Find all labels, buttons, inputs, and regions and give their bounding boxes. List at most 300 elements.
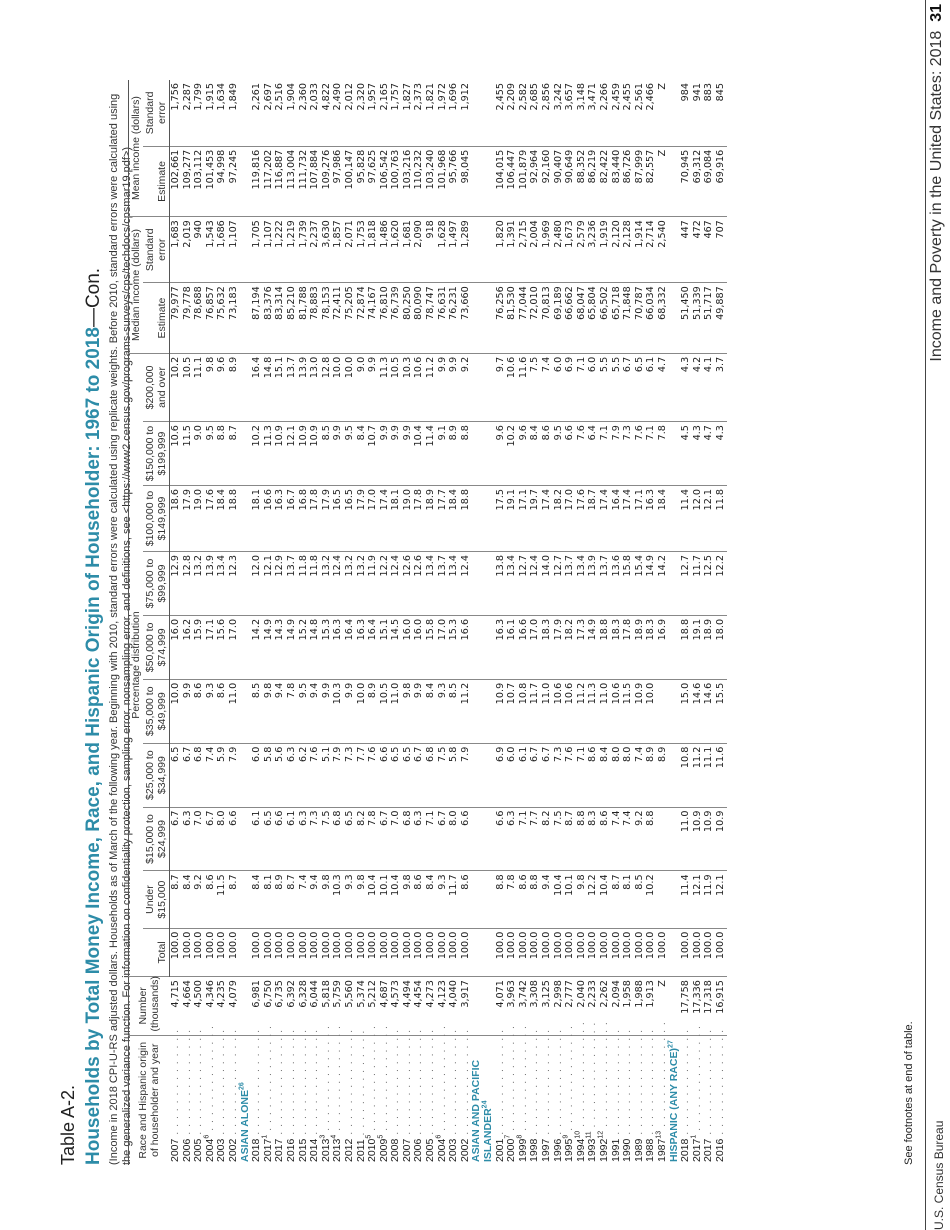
value-cell: 2,209 <box>506 80 518 146</box>
value-cell: 9.4 <box>309 679 321 743</box>
value-cell: 7.3 <box>622 422 634 486</box>
leader-dots: . . . . . . . . . . . . . . <box>458 1028 471 1139</box>
value-cell: 9.4 <box>309 871 321 928</box>
value-cell: 18.4 <box>657 485 669 551</box>
table-row <box>541 80 553 1165</box>
value-cell: 13.2 <box>321 552 333 616</box>
value-cell: 8.1 <box>263 871 275 928</box>
number-cell: 4,500 <box>193 977 205 1035</box>
value-cell: 7.1 <box>576 353 588 421</box>
value-cell: 2,090 <box>413 217 425 283</box>
value-cell: 13.6 <box>611 552 623 616</box>
value-cell: 7.8 <box>286 679 298 743</box>
value-cell: 9.9 <box>390 422 402 486</box>
value-cell: 9.9 <box>448 353 460 421</box>
value-cell: 4,822 <box>321 80 333 146</box>
value-cell: 19.1 <box>692 615 704 679</box>
leader-dots: . . . . . . . . . . . . . . <box>644 1028 657 1139</box>
value-cell: 7.1 <box>645 422 657 486</box>
value-cell: 17.6 <box>205 485 217 551</box>
value-cell: 6.5 <box>170 743 182 807</box>
leader-dots: . . . . . . . . . . . . . . <box>168 1028 181 1139</box>
value-cell: 1,628 <box>437 217 449 283</box>
value-cell: 6.5 <box>634 353 646 421</box>
year-text: 1989 <box>632 1138 645 1162</box>
value-cell: 14.2 <box>657 552 669 616</box>
footnote-ref: 10 <box>574 1130 582 1139</box>
value-cell: 6.1 <box>518 743 530 807</box>
value-cell: 16.0 <box>170 615 182 679</box>
value-cell: 10.8 <box>680 743 692 807</box>
value-cell: 10.6 <box>170 422 182 486</box>
empty-cell <box>471 928 494 976</box>
value-cell: 1,914 <box>634 217 646 283</box>
value-cell: 8.7 <box>170 871 182 928</box>
leader-dots: . . . . . . . . . . . . . . <box>528 1028 541 1139</box>
value-cell: 2,128 <box>622 217 634 283</box>
value-cell: 1,222 <box>274 217 286 283</box>
value-cell: 102,661 <box>170 146 182 216</box>
leader-dots: . . . . . . . . . . . . . . <box>435 1025 448 1135</box>
footnote-ref: 13 <box>655 1130 663 1139</box>
value-cell: 15.1 <box>274 353 286 421</box>
value-cell: 7.8 <box>506 871 518 928</box>
value-cell: 13.7 <box>286 552 298 616</box>
value-cell: 1,634 <box>216 80 228 146</box>
value-cell: 6.7 <box>379 807 391 871</box>
value-cell: 49,887 <box>715 283 727 353</box>
number-cell: 5,818 <box>321 977 333 1035</box>
value-cell: 8.8 <box>645 807 657 871</box>
value-cell: 100.0 <box>309 928 321 976</box>
value-cell: 1,799 <box>193 80 205 146</box>
empty-cell <box>240 928 252 976</box>
value-cell: 2,033 <box>309 80 321 146</box>
value-cell: 8.4 <box>599 743 611 807</box>
value-cell: 11.0 <box>228 679 240 743</box>
number-cell: 4,040 <box>448 977 460 1035</box>
year-text: 1999 <box>516 1138 529 1162</box>
value-cell: 11.0 <box>390 679 402 743</box>
value-cell: 8.8 <box>216 422 228 486</box>
value-cell: 8.5 <box>251 679 263 743</box>
year-text: 1993 <box>586 1138 599 1162</box>
value-cell: 6.1 <box>251 807 263 871</box>
value-cell: 16.3 <box>356 615 368 679</box>
number-cell: 3,742 <box>518 977 530 1035</box>
value-cell: 10.2 <box>645 871 657 928</box>
value-cell: 8.7 <box>564 807 576 871</box>
value-cell: 12.7 <box>518 552 530 616</box>
value-cell: 1,957 <box>367 80 379 146</box>
footnote-ref: 27 <box>667 1040 675 1049</box>
value-cell: 8.6 <box>518 871 530 928</box>
value-cell: 10.2 <box>251 422 263 486</box>
value-cell: 12.2 <box>379 552 391 616</box>
value-cell: 707 <box>715 217 727 283</box>
value-cell: 17.6 <box>576 485 588 551</box>
value-cell: 10.4 <box>599 871 611 928</box>
section-row <box>240 80 252 1165</box>
value-cell: 95,766 <box>448 146 460 216</box>
value-cell: 12.6 <box>402 552 414 616</box>
year-text: 2004 <box>203 1138 216 1162</box>
empty-cell <box>669 977 681 1035</box>
empty-cell <box>240 80 252 146</box>
value-cell: 76,231 <box>448 283 460 353</box>
year-text: 2014 <box>308 1138 321 1162</box>
value-cell: 11.8 <box>309 552 321 616</box>
value-cell: 9.9 <box>332 422 344 486</box>
table-subtitle: (Income in 2018 CPI-U-RS adjusted dollars. Households as of March of the following year. Beginning with 2010, standard errors were calculated using replicate weights. Before 2010, standard errors were calculated using the generalized variance function. For information on confidentiality protection, sampling error, nonsampling error, and definitions, see <https://www2.census.gov/programs-surveys/cps/techdocs/cpsmar19.pdf>) <box>108 93 133 1165</box>
value-cell: 100,147 <box>344 146 356 216</box>
value-cell: 7.6 <box>564 743 576 807</box>
value-cell: 7.1 <box>518 807 530 871</box>
footer-publication <box>928 4 946 362</box>
value-cell: 106,447 <box>506 146 518 216</box>
value-cell: 16.4 <box>367 615 379 679</box>
value-cell: 9.9 <box>413 679 425 743</box>
value-cell: 10.3 <box>332 871 344 928</box>
leader-dots: . . . . . . . . . . . . . . <box>377 1025 390 1135</box>
value-cell: 13.0 <box>309 353 321 421</box>
year-text: 2011 <box>354 1139 367 1162</box>
value-cell: 12.3 <box>228 552 240 616</box>
year-text: 2018 <box>250 1138 263 1162</box>
value-cell: 10.9 <box>634 679 646 743</box>
value-cell: 8.9 <box>448 422 460 486</box>
value-cell: 8.1 <box>622 871 634 928</box>
value-cell: 6.3 <box>413 807 425 871</box>
value-cell: 70,945 <box>680 146 692 216</box>
value-cell: 100.0 <box>506 928 518 976</box>
value-cell: 7.4 <box>205 743 217 807</box>
value-cell: 8.6 <box>541 422 553 486</box>
value-cell: 7.9 <box>611 422 623 486</box>
number-cell: 4,494 <box>402 977 414 1035</box>
value-cell: 2,579 <box>576 217 588 283</box>
value-cell: 12.2 <box>715 552 727 616</box>
value-cell: 8.5 <box>634 871 646 928</box>
value-cell: 119,816 <box>251 146 263 216</box>
value-cell: 17.4 <box>599 485 611 551</box>
table-row <box>680 80 692 1165</box>
number-cell: 2,040 <box>576 977 588 1035</box>
value-cell: 2,455 <box>495 80 507 146</box>
number-cell: 1,958 <box>622 977 634 1035</box>
leader-dots: . . . . . . . . . . . . . . <box>284 1028 297 1139</box>
value-cell: 17.8 <box>309 485 321 551</box>
value-cell: 7.4 <box>541 353 553 421</box>
value-cell: 18.6 <box>170 485 182 551</box>
footnote-ref: 11 <box>585 1131 593 1139</box>
value-cell: 10.3 <box>402 353 414 421</box>
value-cell: 6.9 <box>564 353 576 421</box>
value-cell: 14.9 <box>286 615 298 679</box>
value-cell: 1,849 <box>228 80 240 146</box>
empty-cell <box>669 217 681 283</box>
value-cell: 17.9 <box>553 615 565 679</box>
value-cell: 13.8 <box>495 552 507 616</box>
table-row <box>356 80 368 1165</box>
value-cell: Z <box>657 146 669 216</box>
value-cell: 9.5 <box>553 422 565 486</box>
value-cell: 2,561 <box>634 80 646 146</box>
value-cell: 11.3 <box>379 353 391 421</box>
value-cell: 69,312 <box>692 146 704 216</box>
value-cell: 12.8 <box>182 552 194 616</box>
value-cell: 73,183 <box>228 283 240 353</box>
value-cell: 100.0 <box>680 928 692 976</box>
leader-dots: . . . . . . . . . . . . . . <box>609 1028 622 1139</box>
value-cell: 1,757 <box>390 80 402 146</box>
table-row <box>611 80 623 1165</box>
table-row <box>564 80 576 1165</box>
value-cell: 6.7 <box>529 743 541 807</box>
value-cell: 6.7 <box>182 743 194 807</box>
value-cell: 81,530 <box>506 283 518 353</box>
table-row <box>529 80 541 1165</box>
number-cell: 3,125 <box>541 977 553 1035</box>
value-cell: 8.8 <box>529 871 541 928</box>
value-cell: 1,827 <box>402 80 414 146</box>
table-row <box>715 80 727 1165</box>
col-median-std-error: Standard error <box>143 217 170 283</box>
value-cell: 5.1 <box>321 743 333 807</box>
value-cell: 2,685 <box>529 80 541 146</box>
value-cell: 100.0 <box>518 928 530 976</box>
value-cell: 5.9 <box>216 743 228 807</box>
number-cell: 5,212 <box>367 977 379 1035</box>
value-cell: 12.2 <box>587 871 599 928</box>
value-cell: 10.7 <box>506 679 518 743</box>
leader-dots: . . . . . . . . . . . . . . <box>261 1025 274 1135</box>
table-row <box>448 80 460 1165</box>
table-row <box>298 80 310 1165</box>
page-number: 31 <box>928 4 945 22</box>
value-cell: 100.0 <box>645 928 657 976</box>
number-cell: 3,917 <box>460 977 472 1035</box>
value-cell: 17.4 <box>541 485 553 551</box>
value-cell: 6.0 <box>251 743 263 807</box>
value-cell: 3.7 <box>715 353 727 421</box>
value-cell: 51,339 <box>692 283 704 353</box>
value-cell: 100.0 <box>599 928 611 976</box>
value-cell: 11.2 <box>460 679 472 743</box>
leader-dots: . . . . . . . . . . . . . . <box>331 1025 344 1135</box>
value-cell: 17.9 <box>356 485 368 551</box>
value-cell: 6.6 <box>228 807 240 871</box>
value-cell: 79,778 <box>182 283 194 353</box>
empty-cell <box>471 552 494 616</box>
value-cell: 13.4 <box>216 552 228 616</box>
value-cell: 8.0 <box>611 743 623 807</box>
value-cell: 100.0 <box>715 928 727 976</box>
table-row <box>506 80 518 1165</box>
year-text: 1994 <box>574 1138 587 1162</box>
value-cell: 5.6 <box>274 743 286 807</box>
empty-cell <box>669 871 681 928</box>
value-cell: 6.3 <box>298 807 310 871</box>
empty-cell <box>669 485 681 551</box>
value-cell: 9.3 <box>344 871 356 928</box>
value-cell: 13.2 <box>356 552 368 616</box>
value-cell: 8.5 <box>321 422 333 486</box>
value-cell: 4.1 <box>703 353 715 421</box>
value-cell: 11.9 <box>703 871 715 928</box>
value-cell: 8.6 <box>587 743 599 807</box>
year-text: 2005 <box>192 1138 205 1162</box>
leader-dots: . . . . . . . . . . . . . . <box>516 1025 529 1135</box>
value-cell: 2,165 <box>379 80 391 146</box>
value-cell: 9.8 <box>356 871 368 928</box>
number-cell: 4,273 <box>425 977 437 1035</box>
value-cell: 6.5 <box>402 743 414 807</box>
value-cell: 16.5 <box>344 485 356 551</box>
value-cell: 8.9 <box>367 679 379 743</box>
value-cell: 11.6 <box>715 743 727 807</box>
leader-dots: . . . . . . . . . . . . . . <box>366 1025 379 1135</box>
value-cell: 75,632 <box>216 283 228 353</box>
table-row <box>193 80 205 1165</box>
value-cell: 12.1 <box>692 871 704 928</box>
value-cell: 8.4 <box>251 871 263 928</box>
value-cell: 13.2 <box>193 552 205 616</box>
value-cell: 17.1 <box>205 615 217 679</box>
value-cell: 100.0 <box>437 928 449 976</box>
value-cell: 11.4 <box>680 871 692 928</box>
col-mean-std-error: Standard error <box>143 80 170 146</box>
value-cell: 10.2 <box>506 422 518 486</box>
value-cell: 9.3 <box>437 871 449 928</box>
value-cell: 18.3 <box>541 615 553 679</box>
value-cell: 12.5 <box>703 552 715 616</box>
value-cell: 11.5 <box>622 679 634 743</box>
empty-cell <box>471 679 494 743</box>
value-cell: 16.3 <box>332 615 344 679</box>
empty-cell <box>669 928 681 976</box>
value-cell: 19.7 <box>529 485 541 551</box>
value-cell: 11.0 <box>541 679 553 743</box>
col-mean-estimate: Estimate <box>143 146 170 216</box>
value-cell: 80,090 <box>413 283 425 353</box>
number-cell: 4,079 <box>228 977 240 1035</box>
col-number: Number (thousands) <box>129 977 170 1035</box>
value-cell: 101,879 <box>518 146 530 216</box>
value-cell: 18.2 <box>564 615 576 679</box>
leader-dots: . . . . . . . . . . . . . . <box>226 1028 239 1139</box>
value-cell: 6.3 <box>286 743 298 807</box>
table-row <box>576 80 588 1165</box>
value-cell: 9.8 <box>576 871 588 928</box>
year-text: 2006 <box>412 1138 425 1162</box>
value-cell: 6.6 <box>495 807 507 871</box>
value-cell: 2,466 <box>645 80 657 146</box>
value-cell: 2,582 <box>518 80 530 146</box>
value-cell: 109,277 <box>182 146 194 216</box>
value-cell: 103,216 <box>402 146 414 216</box>
value-cell: 16.4 <box>251 353 263 421</box>
value-cell: 1,753 <box>356 217 368 283</box>
value-cell: 7.1 <box>599 422 611 486</box>
value-cell: 1,857 <box>332 217 344 283</box>
value-cell: 100.0 <box>356 928 368 976</box>
value-cell: 10.9 <box>495 679 507 743</box>
value-cell: 97,245 <box>228 146 240 216</box>
value-cell: 16.6 <box>460 615 472 679</box>
value-cell: 18.1 <box>390 485 402 551</box>
value-cell: 6.6 <box>564 422 576 486</box>
col-race-year: Race and Hispanic origin of householder and year <box>137 1041 162 1159</box>
number-cell: 17,336 <box>692 977 704 1035</box>
value-cell: 18.7 <box>587 485 599 551</box>
value-cell: Z <box>657 80 669 146</box>
value-cell: 51,450 <box>680 283 692 353</box>
value-cell: 116,887 <box>274 146 286 216</box>
value-cell: 17.8 <box>413 485 425 551</box>
empty-cell <box>669 353 681 421</box>
value-cell: 7.3 <box>309 807 321 871</box>
year-text: 1992 <box>597 1138 610 1162</box>
value-cell: 2,071 <box>344 217 356 283</box>
value-cell: 4.7 <box>703 422 715 486</box>
section-label-text: ASIAN AND PACIFIC ISLANDER <box>470 1059 495 1162</box>
table-label: Table A-2. <box>58 1084 78 1165</box>
leader-dots: . . . . . . . . . . . . . . <box>679 1028 692 1139</box>
value-cell: 2,697 <box>263 80 275 146</box>
value-cell: 8.4 <box>425 871 437 928</box>
value-cell: 9.3 <box>205 679 217 743</box>
value-cell: 72,010 <box>529 283 541 353</box>
value-cell: 6.1 <box>286 807 298 871</box>
value-cell: 10.4 <box>413 422 425 486</box>
value-cell: 18.8 <box>460 485 472 551</box>
value-cell: 7.1 <box>425 807 437 871</box>
footer-rule <box>925 0 926 1230</box>
number-cell: 4,664 <box>182 977 194 1035</box>
value-cell: 70,813 <box>541 283 553 353</box>
value-cell: 1,915 <box>205 80 217 146</box>
value-cell: 10.8 <box>518 679 530 743</box>
number-cell: 2,777 <box>564 977 576 1035</box>
leader-dots: . . . . . . . . . . . . . . <box>702 1028 715 1139</box>
year-text: 2017 <box>273 1138 286 1162</box>
year-text: 2013 <box>319 1138 332 1162</box>
value-cell: 10.6 <box>413 353 425 421</box>
number-cell: 5,374 <box>356 977 368 1035</box>
value-cell: 4.5 <box>680 422 692 486</box>
empty-cell <box>669 422 681 486</box>
value-cell: 1,391 <box>506 217 518 283</box>
empty-cell <box>240 807 252 871</box>
value-cell: 83,376 <box>263 283 275 353</box>
value-cell: 11.4 <box>425 422 437 486</box>
value-cell: 13.4 <box>576 552 588 616</box>
leader-dots: . . . . . . . . . . . . . . <box>621 1028 634 1139</box>
value-cell: 7.3 <box>344 743 356 807</box>
value-cell: 7.5 <box>321 807 333 871</box>
value-cell: 100.0 <box>495 928 507 976</box>
value-cell: 1,107 <box>228 217 240 283</box>
value-cell: 17.0 <box>564 485 576 551</box>
leader-dots: . . . . . . . . . . . . . . <box>342 1028 355 1139</box>
value-cell: 16.2 <box>182 615 194 679</box>
value-cell: 12.1 <box>715 871 727 928</box>
value-cell: 7.4 <box>634 743 646 807</box>
value-cell: 10.5 <box>390 353 402 421</box>
value-cell: 16.4 <box>611 485 623 551</box>
value-cell: 13.7 <box>564 552 576 616</box>
